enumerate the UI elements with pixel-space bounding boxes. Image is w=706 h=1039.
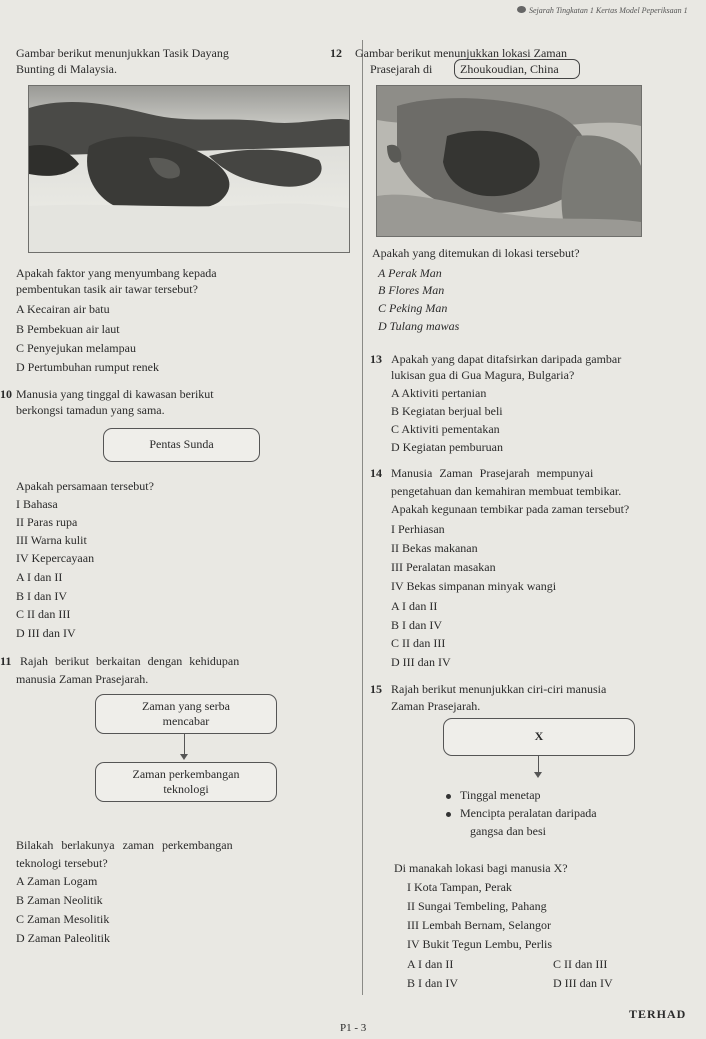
q13-text-1: Apakah yang dapat ditafsirkan daripada gambar	[391, 352, 622, 366]
q9-question-1: Apakah faktor yang menyumbang kepada	[16, 266, 217, 280]
manusia-x-label: X	[534, 729, 544, 743]
q12-highlight-text: Zhoukoudian, China	[460, 62, 559, 76]
q10-item-4: IV Kepercayaan	[16, 551, 95, 565]
q15-item-1: I Kota Tampan, Perak	[407, 880, 512, 894]
q15-item-2: II Sungai Tembeling, Pahang	[407, 899, 547, 913]
flow-box-top	[95, 694, 277, 734]
pentas-sunda-box	[103, 428, 260, 462]
q14-item-2: II Bekas makanan	[391, 541, 478, 555]
q15-option-d[interactable]: D III dan IV	[553, 976, 613, 990]
q15-option-b[interactable]: B I dan IV	[407, 976, 458, 990]
q15-bullet-2: Mencipta peralatan daripada	[460, 806, 597, 820]
q13-option-d[interactable]: D Kegiatan pemburuan	[391, 440, 503, 454]
flow-box-top-line-1: Zaman yang serba	[142, 699, 230, 713]
q9-option-d[interactable]: D Pertumbuhan rumput renek	[16, 360, 159, 374]
q13-option-a[interactable]: A Aktiviti pertanian	[391, 386, 487, 400]
terhad-label: TERHAD	[629, 1007, 687, 1021]
q13-text-2: lukisan gua di Gua Magura, Bulgaria?	[391, 368, 575, 382]
q9-intro-1: Gambar berikut menunjukkan Tasik Dayang	[16, 46, 229, 60]
q11-number: 11	[0, 654, 12, 668]
q10-item-3: III Warna kulit	[16, 533, 87, 547]
lake-photo	[28, 85, 350, 253]
q15-option-c[interactable]: C II dan III	[553, 957, 608, 971]
manusia-x-box	[443, 718, 635, 756]
q15-question: Di manakah lokasi bagi manusia X?	[394, 861, 568, 875]
q13-option-c[interactable]: C Aktiviti pementakan	[391, 422, 500, 436]
q10-text-1: Manusia yang tinggal di kawasan berikut	[16, 387, 214, 401]
q13-option-b[interactable]: B Kegiatan berjual beli	[391, 404, 503, 418]
pentas-sunda-label: Pentas Sunda	[149, 437, 214, 451]
q15-bullet-2-cont: gangsa dan besi	[470, 824, 546, 838]
q14-option-c[interactable]: C II dan III	[391, 636, 446, 650]
q10-option-a[interactable]: A I dan II	[16, 570, 63, 584]
q15-text-2: Zaman Prasejarah.	[391, 699, 481, 713]
x-connector	[538, 756, 539, 772]
q15-item-3: III Lembah Bernam, Selangor	[407, 918, 551, 932]
q10-item-2: II Paras rupa	[16, 515, 78, 529]
page-header: Sejarah Tingkatan 1 Kertas Model Peperiksaan 1	[529, 6, 688, 15]
q10-question: Apakah persamaan tersebut?	[16, 479, 154, 493]
q15-option-a[interactable]: A I dan II	[407, 957, 454, 971]
q9-option-a[interactable]: A Kecairan air batu	[16, 302, 110, 316]
q12-text-2: Prasejarah di	[370, 62, 433, 76]
q12-option-c[interactable]: C Peking Man	[378, 301, 448, 315]
q11-option-d[interactable]: D Zaman Paleolitik	[16, 931, 110, 945]
q11-question-1: Bilakah berlakunya zaman perkembangan	[16, 838, 233, 852]
q14-item-3: III Peralatan masakan	[391, 560, 496, 574]
q11-question-2: teknologi tersebut?	[16, 856, 108, 870]
q12-option-b[interactable]: B Flores Man	[378, 283, 445, 297]
q12-option-a[interactable]: A Perak Man	[378, 266, 442, 280]
q10-option-c[interactable]: C II dan III	[16, 607, 71, 621]
q11-text-2: manusia Zaman Prasejarah.	[16, 672, 149, 686]
flow-arrow-icon	[180, 754, 188, 760]
q13-number: 13	[370, 352, 382, 366]
q11-option-b[interactable]: B Zaman Neolitik	[16, 893, 103, 907]
q15-item-4: IV Bukit Tegun Lembu, Perlis	[407, 937, 553, 951]
q12-question: Apakah yang ditemukan di lokasi tersebut?	[372, 246, 580, 260]
q14-option-b[interactable]: B I dan IV	[391, 618, 442, 632]
q14-item-4: IV Bekas simpanan minyak wangi	[391, 579, 557, 593]
q15-text-1: Rajah berikut menunjukkan ciri-ciri manusia	[391, 682, 607, 696]
flow-box-bottom-line-2: teknologi	[163, 782, 209, 796]
q9-option-c[interactable]: C Penyejukan melampau	[16, 341, 136, 355]
q10-item-1: I Bahasa	[16, 497, 58, 511]
q10-number: 10	[0, 387, 12, 401]
q14-text-3: Apakah kegunaan tembikar pada zaman tersebut?	[391, 502, 630, 516]
q9-question-2: pembentukan tasik air tawar tersebut?	[16, 282, 198, 296]
flow-box-bottom	[95, 762, 277, 802]
q10-option-b[interactable]: B I dan IV	[16, 589, 67, 603]
page-number: P1 - 3	[340, 1022, 367, 1034]
q14-option-a[interactable]: A I dan II	[391, 599, 438, 613]
x-arrow-icon	[534, 772, 542, 778]
q15-number: 15	[370, 682, 382, 696]
q15-bullet-1: Tinggal menetap	[460, 788, 541, 802]
q14-option-d[interactable]: D III dan IV	[391, 655, 451, 669]
q11-option-c[interactable]: C Zaman Mesolitik	[16, 912, 110, 926]
flow-connector	[184, 734, 185, 754]
q12-text-1: Gambar berikut menunjukkan lokasi Zaman	[355, 46, 567, 60]
q14-item-1: I Perhiasan	[391, 522, 445, 536]
q11-option-a[interactable]: A Zaman Logam	[16, 874, 98, 888]
q14-text-1: Manusia Zaman Prasejarah mempunyai	[391, 466, 594, 480]
q10-option-d[interactable]: D III dan IV	[16, 626, 76, 640]
q12-option-d[interactable]: D Tulang mawas	[378, 319, 460, 333]
q11-text-1: Rajah berikut berkaitan dengan kehidupan	[20, 654, 240, 668]
q12-number: 12	[330, 46, 342, 60]
q14-number: 14	[370, 466, 382, 480]
q9-intro-2: Bunting di Malaysia.	[16, 62, 117, 76]
zhoukoudian-photo	[376, 85, 642, 237]
flow-box-top-line-2: mencabar	[162, 714, 210, 728]
q10-text-2: berkongsi tamadun yang sama.	[16, 403, 165, 417]
q9-option-b[interactable]: B Pembekuan air laut	[16, 322, 120, 336]
bullet-icon	[446, 794, 451, 799]
q14-text-2: pengetahuan dan kemahiran membuat tembikar.	[391, 484, 622, 498]
column-divider	[362, 40, 363, 995]
header-logo-icon	[517, 6, 526, 13]
bullet-icon	[446, 812, 451, 817]
flow-box-bottom-line-1: Zaman perkembangan	[132, 767, 240, 781]
